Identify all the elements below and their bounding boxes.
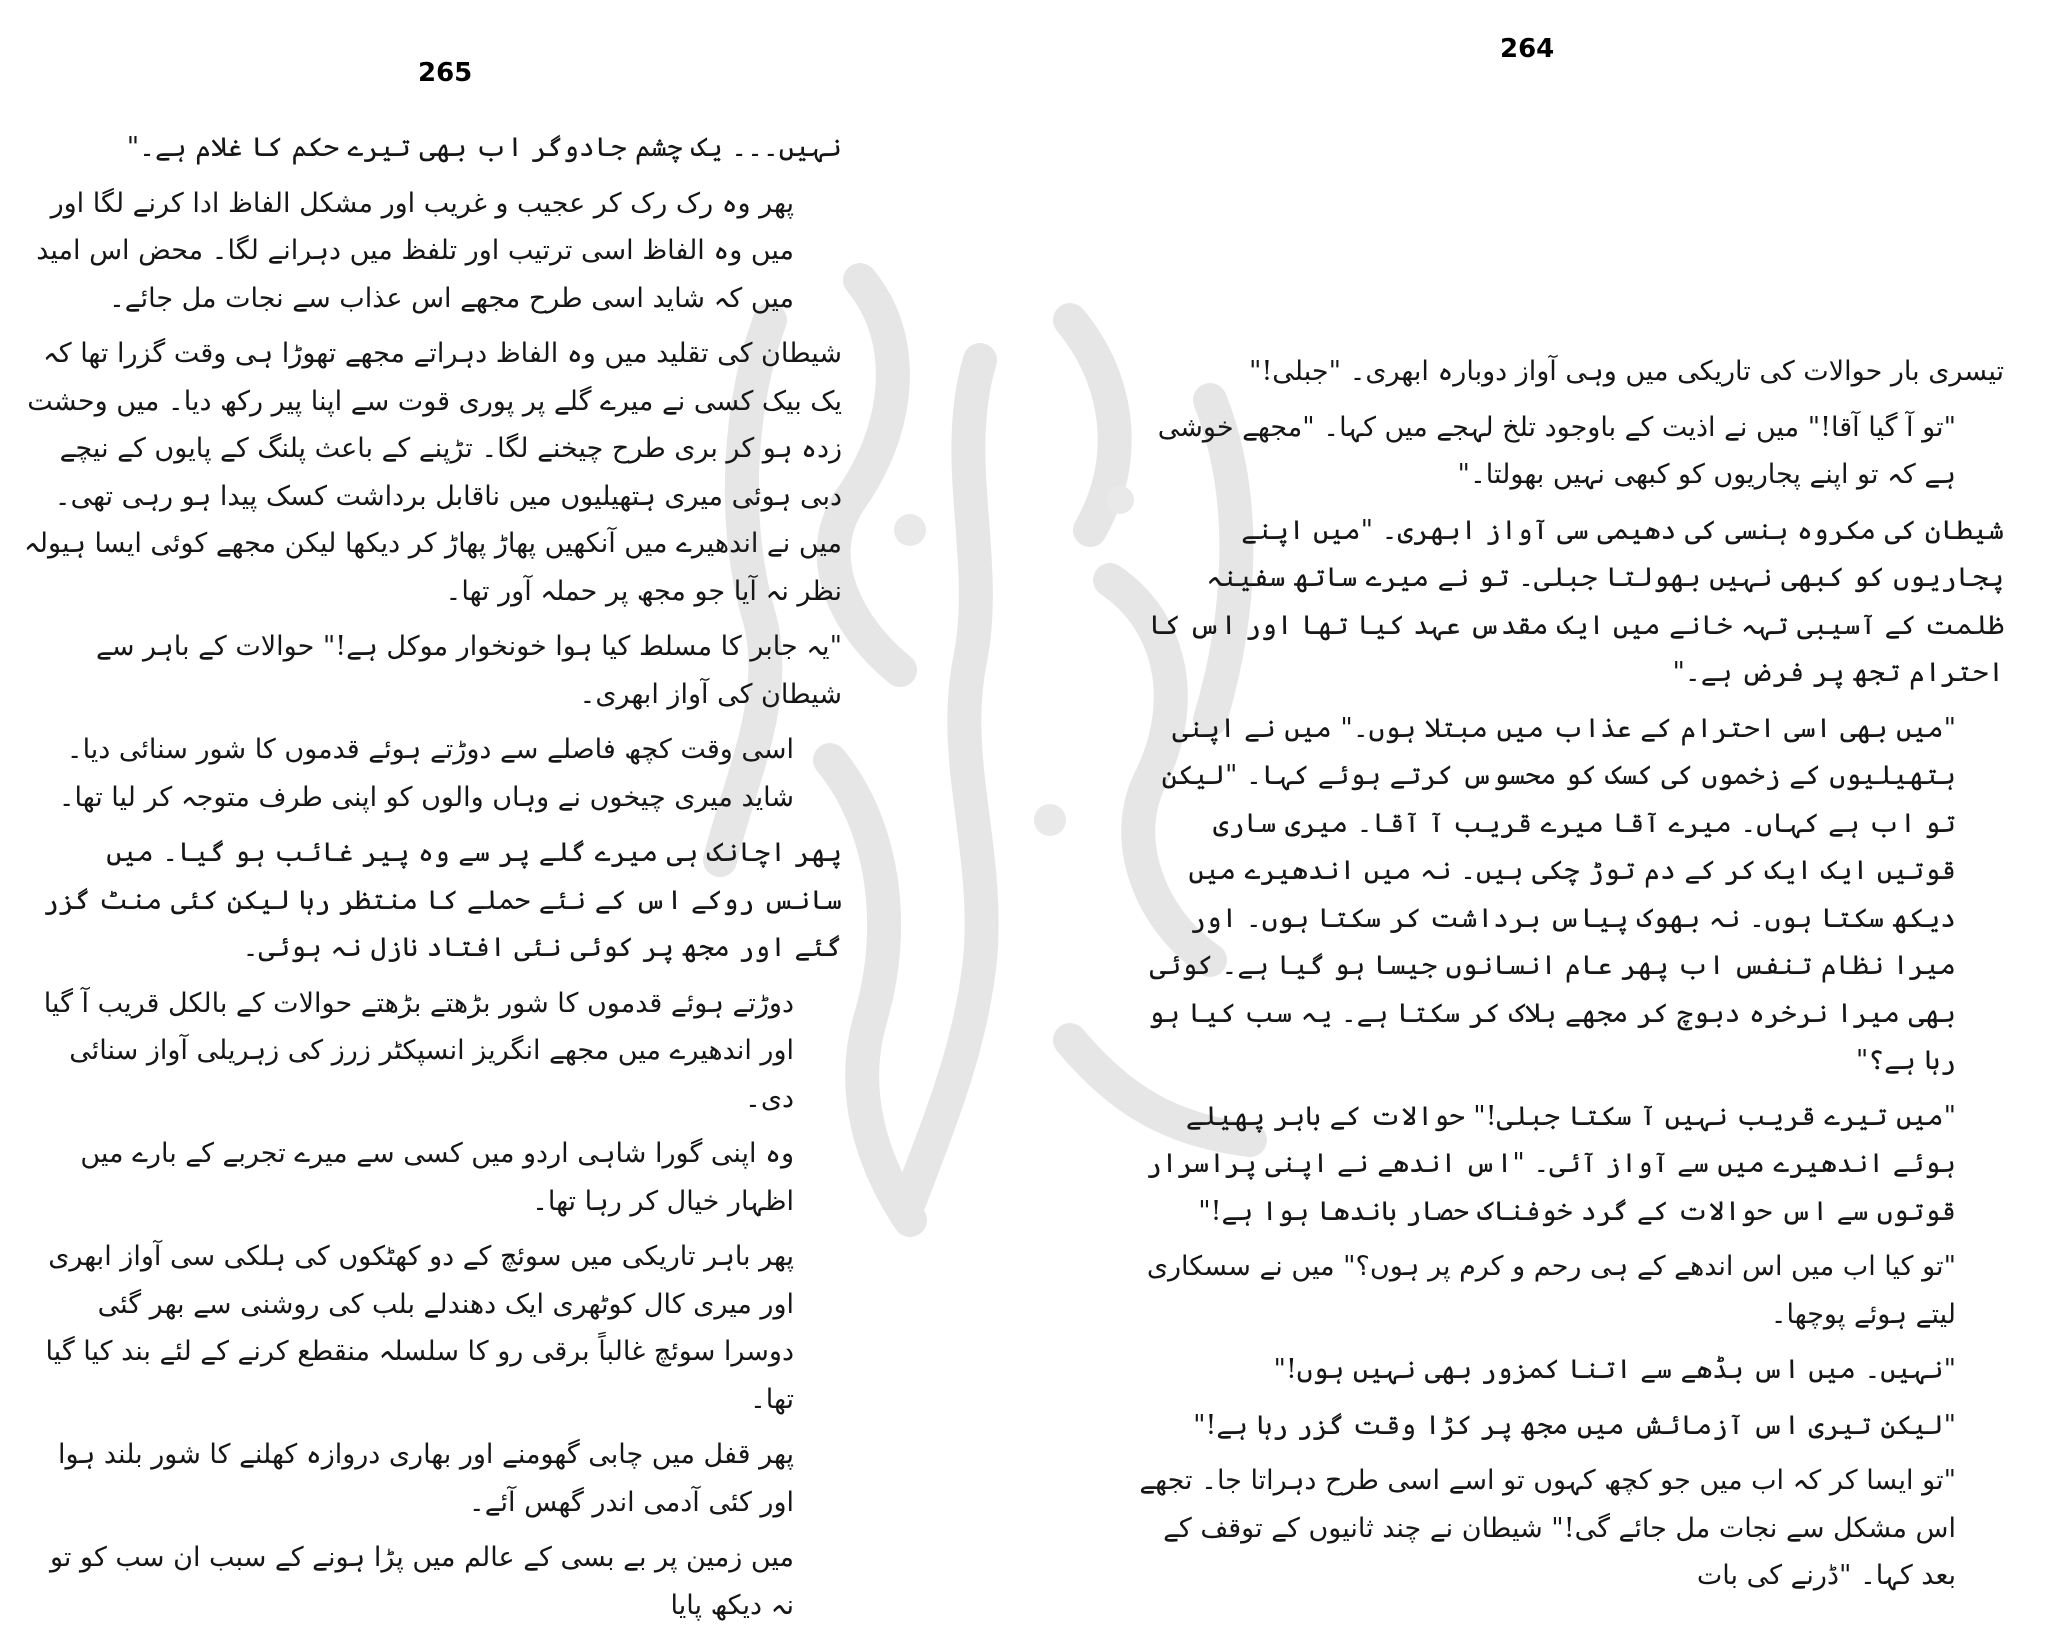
paragraph: تیسری بار حوالات کی تاریکی میں وہی آواز دوبارہ ابھری۔ "جبلی!" (1249, 356, 2004, 387)
paragraph: دوڑتے ہوئے قدموں کا شور بڑھتے بڑھتے حوالات کے بالکل قریب آ گیا اور اندھیرے میں مجھے انگریز انسپکٹر زرز کی زہریلی آواز سنائی دی۔ (43, 987, 794, 1114)
paragraph: نہیں۔۔۔ یک چشم جادوگر اب بھی تیرے حکم کا غلام ہے۔" (126, 132, 842, 163)
paragraph: پھر باہر تاریکی میں سوئچ کے دو کھٹکوں کی ہلکی سی آواز ابھری اور میری کال کوٹھری ایک دھندلے بلب کی روشنی سے بھر گئی دوسرا سوئچ غالباً برقی رو کا سلسلہ منقطع کرنے کے لئے بند کیا گیا تھا۔ (45, 1241, 794, 1415)
paragraph: "نہیں۔ میں اس بڈھے سے اتنا کمزور بھی نہیں ہوں!" (1273, 1354, 1956, 1385)
paragraph: پھر وہ رک رک کر عجیب و غریب اور مشکل الفاظ ادا کرنے لگا اور میں وہ الفاظ اسی ترتیب اور تلفظ میں دہرانے لگا۔ محض اس امید میں کہ شاید اسی طرح مجھے اس عذاب سے نجات مل جائے۔ (36, 187, 794, 314)
page-number: 265 (418, 58, 473, 88)
paragraph: پھر اچانک ہی میرے گلے پر سے وہ پیر غائب ہو گیا۔ میں سانس روکے اس کے نئے حملے کا منتظر رہا لیکن کئی منٹ گزر گئے اور مجھ پر کوئی نئی افتاد نازل نہ ہوئی۔ (42, 837, 842, 963)
page-text (22, 124, 842, 1637)
paragraph: "لیکن تیری اس آزمائش میں مجھ پر کڑا وقت گزر رہا ہے!" (1193, 1409, 1956, 1441)
paragraph: "تو ایسا کر کہ اب میں جو کچھ کہوں تو اسے اسی طرح دہراتا جا۔ تجھے اس مشکل سے نجات مل جائے گی!" شیطان نے چند ثانیوں کے توقف کے بعد کہا۔ "ڈرنے کی بات (1139, 1465, 1956, 1591)
paragraph: شیطان کی تقلید میں وہ الفاظ دہراتے مجھے تھوڑا ہی وقت گزرا تھا کہ یک بیک کسی نے میرے گلے پر پوری قوت سے اپنا پیر رکھ دیا۔ میں وحشت زدہ ہو کر بری طرح چیخنے لگا۔ تڑپنے کے باعث پلنگ کے پایوں کے نیچے دبی ہوئی میری ہتھیلیوں میں ناقابل برداشت کسک پیدا ہو رہی تھی۔ میں نے اندھیرے میں آنکھیں پھاڑ پھاڑ کر دیکھا لیکن مجھے کوئی ایسا ہیولہ نظر نہ آیا جو مجھ پر حملہ آور تھا۔ (23, 338, 842, 607)
paragraph: میں زمین پر بے بسی کے عالم میں پڑا ہونے کے سبب ان سب کو تو نہ دیکھ پایا (49, 1542, 794, 1621)
page-text (1128, 348, 2004, 1608)
right-page (1080, 0, 2048, 1648)
paragraph: شیطان کی مکروہ ہنسی کی دھیمی سی آواز ابھری۔ "میں اپنے پجاریوں کو کبھی نہیں بھولتا جبلی۔ تو نے میرے ساتھ سفینہ ظلمت کے آسیبی تہہ خانے میں ایک مقدس عہد کیا تھا اور اس کا احترام تجھ پر فرض ہے۔" (1148, 514, 2004, 688)
paragraph: اسی وقت کچھ فاصلے سے دوڑتے ہوئے قدموں کا شور سنائی دیا۔ شاید میری چیخوں نے وہاں والوں کو اپنی طرف متوجہ کر لیا تھا۔ (58, 734, 794, 813)
page-number: 264 (1500, 34, 1555, 64)
paragraph: "یہ جابر کا مسلط کیا ہوا خونخوار موکل ہے!" حوالات کے باہر سے شیطان کی آواز ابھری۔ (96, 631, 842, 710)
paragraph: "تو آ گیا آقا!" میں نے اذیت کے باوجود تلخ لہجے میں کہا۔ "مجھے خوشی ہے کہ تو اپنے پجاریوں کو کبھی نہیں بھولتا۔" (1157, 411, 1956, 490)
paragraph: پھر قفل میں چابی گھومنے اور بھاری دروازہ کھلنے کا شور بلند ہوا اور کئی آدمی اندر گھس آئے۔ (58, 1439, 794, 1518)
paragraph: "تو کیا اب میں اس اندھے کے ہی رحم و کرم پر ہوں؟" میں نے سسکاری لیتے ہوئے پوچھا۔ (1146, 1251, 1956, 1330)
paragraph: "میں بھی اسی احترام کے عذاب میں مبتلا ہوں۔" میں نے اپنی ہتھیلیوں کے زخموں کی کسک کو محسوس کرتے ہوئے کہا۔ "لیکن تو اب ہے کہاں۔ میرے آقا میرے قریب آ آقا۔ میری ساری قوتیں ایک ایک کر کے دم توڑ چکی ہیں۔ نہ میں اندھیرے میں دیکھ سکتا ہوں۔ نہ بھوک پیاس برداشت کر سکتا ہوں۔ اور میرا نظام تنفس اب پھر عام انسانوں جیسا ہو گیا ہے۔ کوئی بھی میرا نرخرہ دبوچ کر مجھے ہلاک کر سکتا ہے۔ یہ سب کیا ہو رہا ہے؟" (1148, 712, 1956, 1076)
paragraph: "میں تیرے قریب نہیں آ سکتا جبلی!" حوالات کے باہر پھیلے ہوئے اندھیرے میں سے آواز آئی۔ "اس اندھے نے اپنی پراسرار قوتوں سے اس حوالات کے گرد خوفناک حصار باندھا ہوا ہے!" (1145, 1100, 1956, 1227)
paragraph: وہ اپنی گورا شاہی اردو میں کسی سے میرے تجربے کے بارے میں اظہار خیال کر رہا تھا۔ (80, 1138, 794, 1217)
